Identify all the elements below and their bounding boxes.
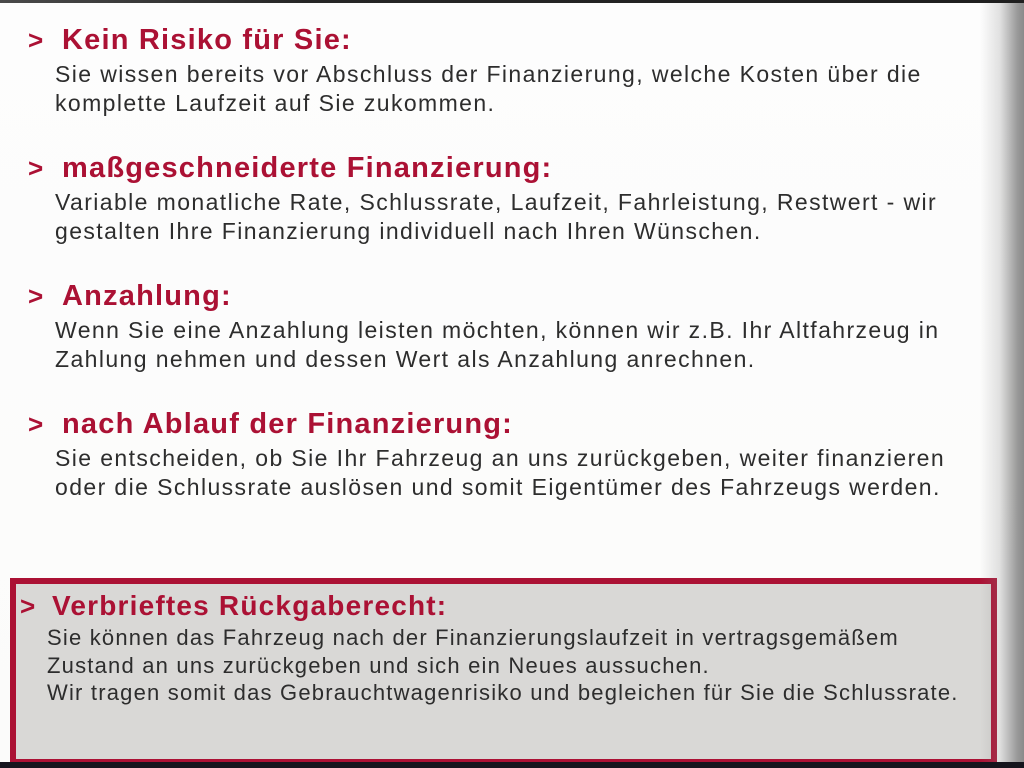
section-heading <box>28 24 962 57</box>
chevron-bullet-icon: > <box>28 281 45 311</box>
section-heading-text: maßgeschneiderte Finanzierung: <box>62 152 553 184</box>
section-massgeschneiderte-finanzierung <box>28 152 962 246</box>
section-anzahlung <box>28 280 962 374</box>
chevron-bullet-icon: > <box>20 591 37 621</box>
highlight-box-body-paragraph-2: Wir tragen somit das Gebrauchtwagenrisiko und begleichen für Sie die Schlussrate. <box>47 680 959 705</box>
section-heading-text: nach Ablauf der Finanzierung: <box>62 408 514 440</box>
highlight-box-heading-text: Verbrieftes Rückgaberecht: <box>52 590 448 621</box>
section-heading <box>28 408 962 441</box>
section-body-text: Sie wissen bereits vor Abschluss der Finanzierung, welche Kosten über die komplette Laufzeit auf Sie zukommen. <box>55 61 922 116</box>
section-body-text: Wenn Sie eine Anzahlung leisten möchten, können wir z.B. Ihr Altfahrzeug in Zahlung nehmen und dessen Wert als Anzahlung anrechnen. <box>55 317 940 372</box>
chevron-bullet-icon: > <box>28 25 45 55</box>
section-heading-text: Anzahlung: <box>62 280 232 312</box>
chevron-bullet-icon: > <box>28 409 45 439</box>
highlight-box-verbrieftes-rueckgaberecht <box>10 578 997 762</box>
top-edge-line <box>0 0 1024 3</box>
content-area <box>28 24 962 536</box>
section-body-text: Variable monatliche Rate, Schlussrate, Laufzeit, Fahrleistung, Restwert - wir gestalten Ihre Finanzierung individuell nach Ihren Wünschen. <box>55 189 938 244</box>
highlight-box-body-paragraph-1: Sie können das Fahrzeug nach der Finanzierungslaufzeit in vertragsgemäßem Zustand an uns zurückgeben und sich ein Neues aussuchen. <box>47 625 899 678</box>
section-nach-ablauf <box>28 408 962 502</box>
highlight-box-heading <box>20 590 977 622</box>
section-heading-text: Kein Risiko für Sie: <box>62 24 352 56</box>
bottom-edge-line <box>0 762 1024 768</box>
section-heading <box>28 280 962 313</box>
section-heading <box>28 152 962 185</box>
section-body-text: Sie entscheiden, ob Sie Ihr Fahrzeug an uns zurückgeben, weiter finanzieren oder die Schlussrate auslösen und somit Eigentümer des Fahrzeugs werden. <box>55 445 946 500</box>
chevron-bullet-icon: > <box>28 153 45 183</box>
section-kein-risiko <box>28 24 962 118</box>
